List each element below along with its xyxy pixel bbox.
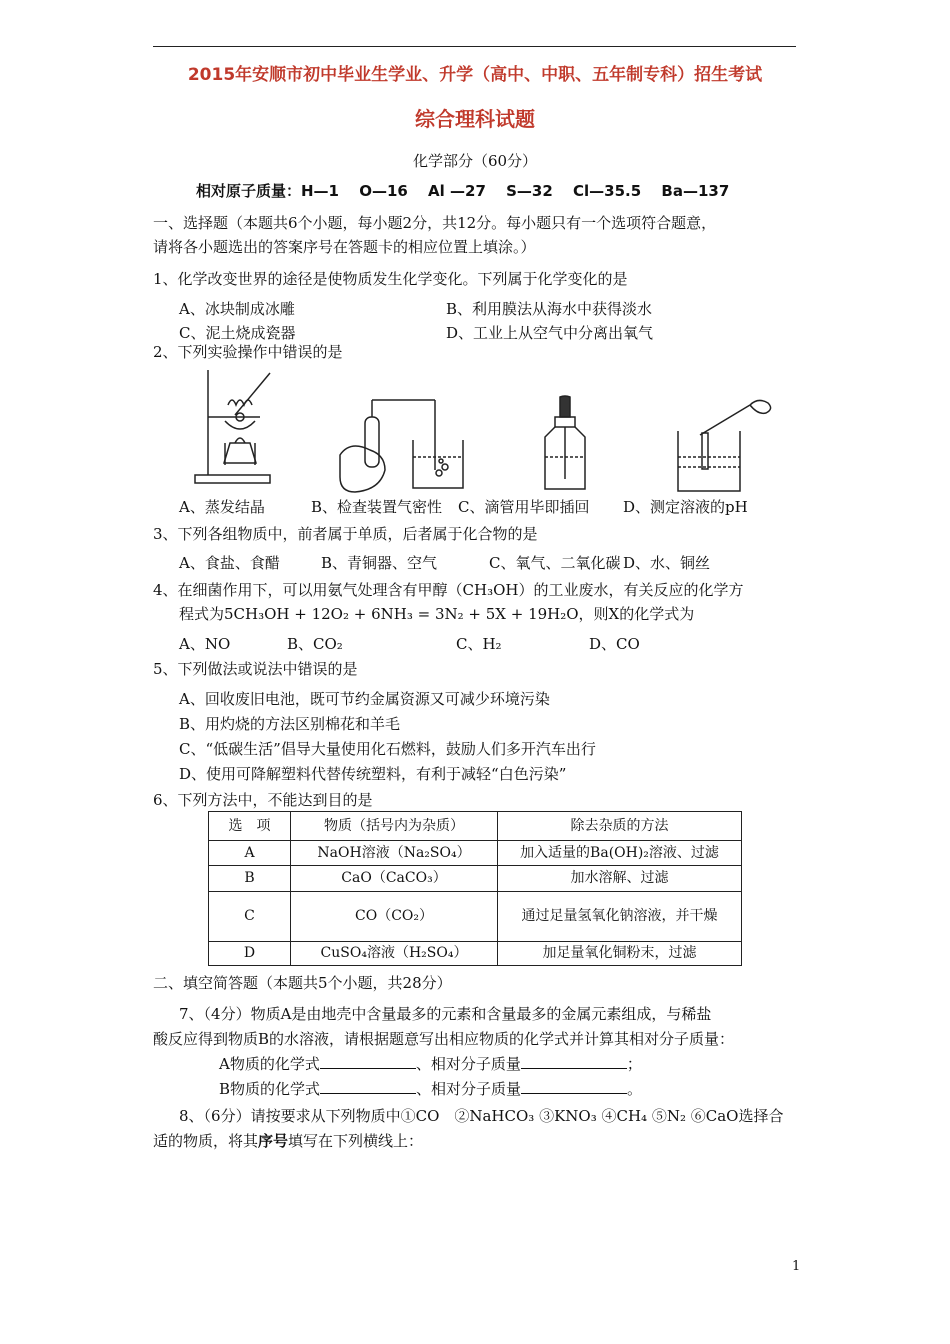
section-heading: 化学部分（60分）: [412, 152, 538, 170]
table-cell: B: [209, 866, 291, 892]
table-header-cell: 除去杂质的方法: [498, 812, 742, 841]
table-header-cell: 选 项: [209, 812, 291, 841]
part1-heading: 一、选择题（本题共6个小题，每小题2分，共12分。每小题只有一个选项符合题意，: [153, 214, 717, 232]
q7-b-mass-blank[interactable]: [521, 1079, 627, 1094]
ph-measurement-figure: [670, 395, 780, 495]
q7-stem-cont: 酸反应得到物质B的水溶液，请根据题意写出相应物质的化学式并计算其相对分子质量：: [153, 1030, 735, 1048]
q2-option-d: D、测定溶液的pH: [623, 498, 748, 516]
exam-title: 2015年安顺市初中毕业生学业、升学（高中、中职、五年制专科）招生考试: [187, 65, 763, 85]
q3-option-d: D、水、铜丝: [623, 554, 711, 572]
table-header-cell: 物质（括号内为杂质）: [291, 812, 498, 841]
q2-stem: 2、下列实验操作中错误的是: [153, 343, 343, 361]
q1-stem: 1、化学改变世界的途径是使物质发生化学变化。下列属于化学变化的是: [153, 270, 628, 288]
table-row: [209, 866, 742, 892]
q8-stem-emphasis: 序号: [258, 1132, 289, 1150]
q4-option-d: D、CO: [589, 635, 640, 653]
part2-heading: 二、填空简答题（本题共5个小题，共28分）: [153, 974, 452, 992]
table-cell: 加足量氧化铜粉末，过滤: [498, 942, 742, 966]
q4-option-b: B、CO₂: [287, 635, 343, 653]
q5-option-b: B、用灼烧的方法区别棉花和羊毛: [179, 715, 401, 733]
exam-subtitle: 综合理科试题: [415, 107, 535, 131]
evaporation-apparatus-figure: [190, 365, 280, 495]
q7-line-b: [219, 1078, 642, 1099]
q7-b-mass-label: 、相对分子质量: [416, 1080, 522, 1098]
q5-option-c: C、“低碳生活”倡导大量使用化石燃料，鼓励人们多开汽车出行: [179, 740, 596, 758]
table-row: [209, 892, 742, 942]
atomic-masses: 相对原子质量：H—1 O—16 Al —27 S—32 Cl—35.5 Ba—137: [196, 182, 730, 200]
q7-stem: 7、（4分）物质A是由地壳中含量最多的元素和含量最多的金属元素组成，与稀盐: [179, 1005, 712, 1023]
part1-heading-cont: 请将各小题选出的答案序号在答题卡的相应位置上填涂。）: [153, 238, 536, 256]
table-row: [209, 942, 742, 966]
table-row: [209, 841, 742, 866]
q8-stem-cont: [153, 1130, 423, 1151]
table-cell: A: [209, 841, 291, 866]
table-cell: NaOH溶液（Na₂SO₄）: [291, 841, 498, 866]
q7-line-a: [219, 1053, 642, 1074]
q1-option-b: B、利用膜法从海水中获得淡水: [446, 300, 653, 318]
table-cell: CuSO₄溶液（H₂SO₄）: [291, 942, 498, 966]
q7-b-formula-blank[interactable]: [320, 1079, 416, 1094]
q4-stem-cont: 程式为5CH₃OH + 12O₂ + 6NH₃ = 3N₂ + 5X + 19H₂O，则X的化学式为: [179, 605, 695, 623]
q2-option-a: A、蒸发结晶: [179, 498, 265, 516]
header-rule: [153, 46, 796, 47]
q1-option-a: A、冰块制成冰雕: [179, 300, 295, 318]
q4-option-c: C、H₂: [456, 635, 502, 653]
dropper-bottle-figure: [540, 395, 590, 495]
q1-option-d: D、工业上从空气中分离出氧气: [446, 324, 654, 342]
q4-stem: 4、在细菌作用下，可以用氨气处理含有甲醇（CH₃OH）的工业废水，有关反应的化学方: [153, 581, 744, 599]
q4-option-a: A、NO: [179, 635, 231, 653]
q5-stem: 5、下列做法或说法中错误的是: [153, 660, 358, 678]
q6-stem: 6、下列方法中，不能达到目的是: [153, 791, 373, 809]
q2-option-b: B、检查装置气密性: [311, 498, 443, 516]
q8-stem-pre: 适的物质，将其: [153, 1132, 259, 1150]
table-cell: CO（CO₂）: [291, 892, 498, 942]
table-cell: CaO（CaCO₃）: [291, 866, 498, 892]
q7-a-formula-blank[interactable]: [320, 1054, 416, 1069]
q3-stem: 3、下列各组物质中，前者属于单质，后者属于化合物的是: [153, 525, 538, 543]
q7-b-end: 。: [627, 1080, 643, 1098]
q8-stem-post: 填写在下列横线上：: [288, 1132, 424, 1150]
table-cell: 加水溶解、过滤: [498, 866, 742, 892]
table-cell: 加入适量的Ba(OH)₂溶液、过滤: [498, 841, 742, 866]
q5-option-a: A、回收废旧电池，既可节约金属资源又可减少环境污染: [179, 690, 550, 708]
q6-table: [208, 811, 742, 966]
table-header-row: [209, 812, 742, 841]
q5-option-d: D、使用可降解塑料代替传统塑料，有利于减轻“白色污染”: [179, 765, 567, 783]
table-cell: 通过足量氢氧化钠溶液，并干燥: [498, 892, 742, 942]
q8-stem: 8、（6分）请按要求从下列物质中①CO ②NaHCO₃ ③KNO₃ ④CH₄ ⑤N₂ ⑥CaO选择合: [179, 1107, 784, 1125]
q3-option-a: A、食盐、食醋: [179, 554, 280, 572]
q7-a-end: ；: [626, 1055, 642, 1073]
q2-option-c: C、滴管用毕即插回: [458, 498, 590, 516]
q7-a-formula-label: A物质的化学式: [219, 1055, 320, 1073]
q1-option-c: C、泥土烧成瓷器: [179, 324, 296, 342]
q7-b-formula-label: B物质的化学式: [219, 1080, 321, 1098]
q7-a-mass-blank[interactable]: [521, 1054, 627, 1069]
q3-option-c: C、氧气、二氧化碳: [489, 554, 621, 572]
airtightness-check-figure: [335, 395, 475, 495]
q7-a-mass-label: 、相对分子质量: [415, 1055, 521, 1073]
table-cell: D: [209, 942, 291, 966]
q3-option-b: B、青铜器、空气: [321, 554, 438, 572]
page-number: 1: [792, 1259, 801, 1274]
table-cell: C: [209, 892, 291, 942]
